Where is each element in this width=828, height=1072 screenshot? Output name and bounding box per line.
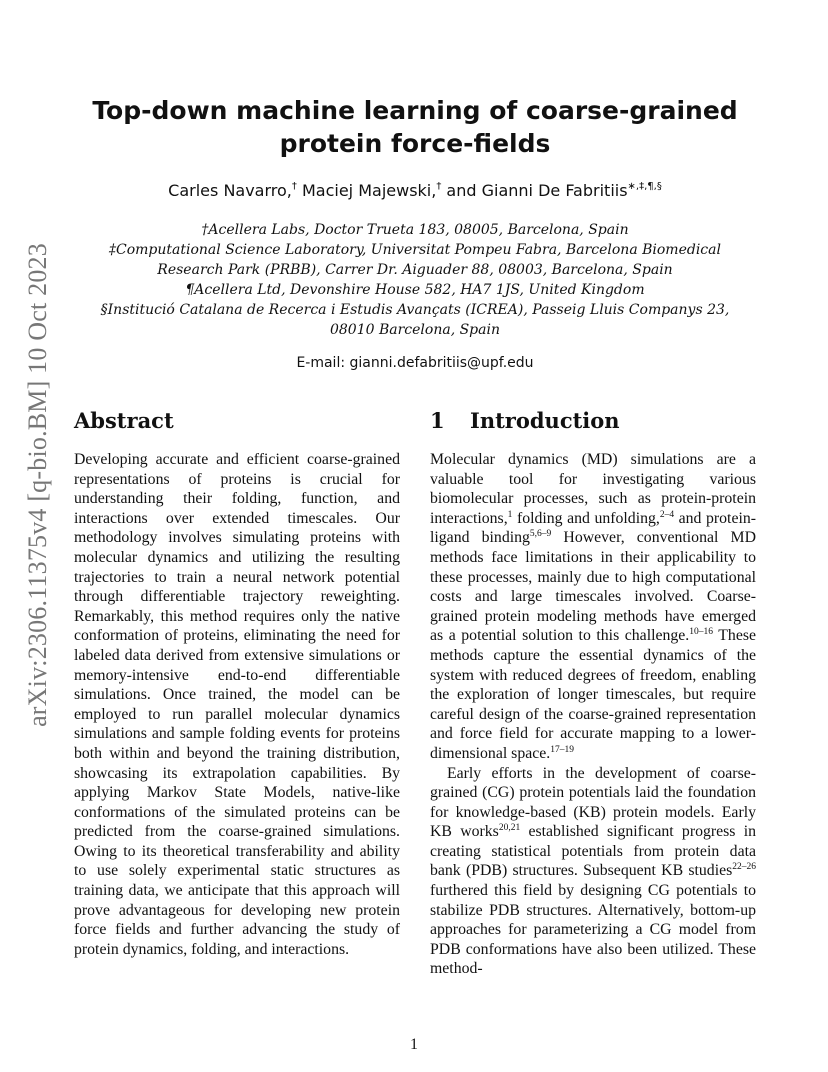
citation-reference[interactable]: 1	[507, 509, 513, 520]
abstract-heading: Abstract	[74, 408, 174, 433]
affiliations	[80, 220, 750, 340]
affiliation-line: ‡Computational Science Laboratory, Universitat Pompeu Fabra, Barcelona Biomedical	[109, 242, 721, 258]
citation-reference[interactable]: 17–19	[550, 744, 574, 755]
title-line: Top-down machine learning of coarse-grained	[92, 96, 738, 125]
page-number: 1	[410, 1036, 418, 1053]
author-name: Carles Navarro,	[168, 181, 292, 200]
section-number: 1	[430, 408, 445, 433]
affiliation-line: †Acellera Labs, Doctor Trueta 183, 08005, Barcelona, Spain	[201, 222, 629, 238]
affiliation-line: ¶Acellera Ltd, Devonshire House 582, HA7 1JS, United Kingdom	[185, 282, 645, 298]
citation-reference[interactable]: 20,21	[498, 823, 521, 834]
arxiv-stamp-text: arXiv:2306.11375v4 [q-bio.BM] 10 Oct 2023	[23, 243, 53, 727]
author-name: and Gianni De Fabritiis	[446, 181, 628, 200]
paper-title	[70, 94, 760, 160]
author-list	[70, 181, 760, 200]
author-affiliation-mark: †	[436, 181, 442, 192]
abstract-text: Developing accurate and efficient coarse-grained representations of proteins is crucial for understanding their folding, function, and interactions over extended timescales. Our methodology involves simulating proteins with molecular dynamics and utilizing the resulting trajectories to train a neural network potential through differentiable trajectory reweighting. Remarkably, this method requires only the native conformation of proteins, eliminating the need for labeled data derived from extensive simulations or memory-intensive end-to-end differentiable simulations. Once trained, the model can be employed to run parallel molecular dynamics simulations and sample folding events for proteins both within and beyond the training distribution, showcasing its extrapolation capabilities. By applying Markov State Models, native-like conformations of the simulated proteins can be predicted from the coarse-grained simulations. Owing to its theoretical transferability and ability to use solely experimental static structures as training data, we anticipate that this approach will prove advantageous for developing new protein force fields and further advancing the study of protein dynamics, folding, and interactions.	[74, 451, 400, 958]
contact-email: E-mail: gianni.defabritiis@upf.edu	[296, 355, 534, 371]
author-affiliation-mark: †	[291, 181, 297, 192]
author-name: Maciej Majewski,	[301, 181, 437, 200]
citation-reference[interactable]: 5,6–9	[529, 529, 552, 540]
abstract-section	[74, 407, 400, 959]
intro-paragraph-2: Early efforts in the development of coarse-grained (CG) protein potentials laid the foundation for knowledge-based (KB) protein models. Early KB works$^{20,21}$ established significant progress in creating statistical potentials from protein data bank (PDB) structures. Subsequent KB studies$^{22-26}$ furthered this field by designing CG potentials to stabilize PDB structures. Alternatively, bottom-up approaches for parameterizing a CG model from PDB conformations have also been utilized. These method-	[430, 764, 756, 978]
introduction-section	[430, 407, 756, 979]
title-line: protein force-fields	[279, 129, 551, 158]
affiliation-line: Research Park (PRBB), Carrer Dr. Aiguader 88, 08003, Barcelona, Spain	[157, 262, 673, 278]
intro-paragraph-1: Molecular dynamics (MD) simulations are a valuable tool for investigating various biomolecular processes, such as protein-protein interactions,$^1$ folding and unfolding,$^{2-4}$ and protein-ligand binding$^{5,6-9}$ However, conventional MD methods face limitations in their applicability to these processes, mainly due to high computational costs and large timescales involved. Coarse-grained protein modeling methods have emerged as a potential solution to this challenge.$^{10-16}$ These methods capture the essential dynamics of the system with reduced degrees of freedom, enabling the exploration of longer timescales, but require careful design of the coarse-grained representation and force field for accurate mapping to a lower-dimensional space.$^{17-19}$	[430, 451, 757, 762]
citation-reference[interactable]: 2–4	[659, 509, 675, 520]
citation-reference[interactable]: 10–16	[689, 627, 713, 638]
affiliation-line: 08010 Barcelona, Spain	[329, 322, 500, 338]
section-title: Introduction	[470, 408, 620, 433]
affiliation-line: §Institució Catalana de Recerca i Estudis Avançats (ICREA), Passeig Lluis Companys 23,	[100, 302, 730, 318]
author-affiliation-mark: ∗,‡,¶,§	[627, 181, 662, 192]
citation-reference[interactable]: 22–26	[732, 862, 756, 873]
arxiv-stamp	[17, 243, 59, 727]
introduction-heading	[430, 407, 756, 435]
